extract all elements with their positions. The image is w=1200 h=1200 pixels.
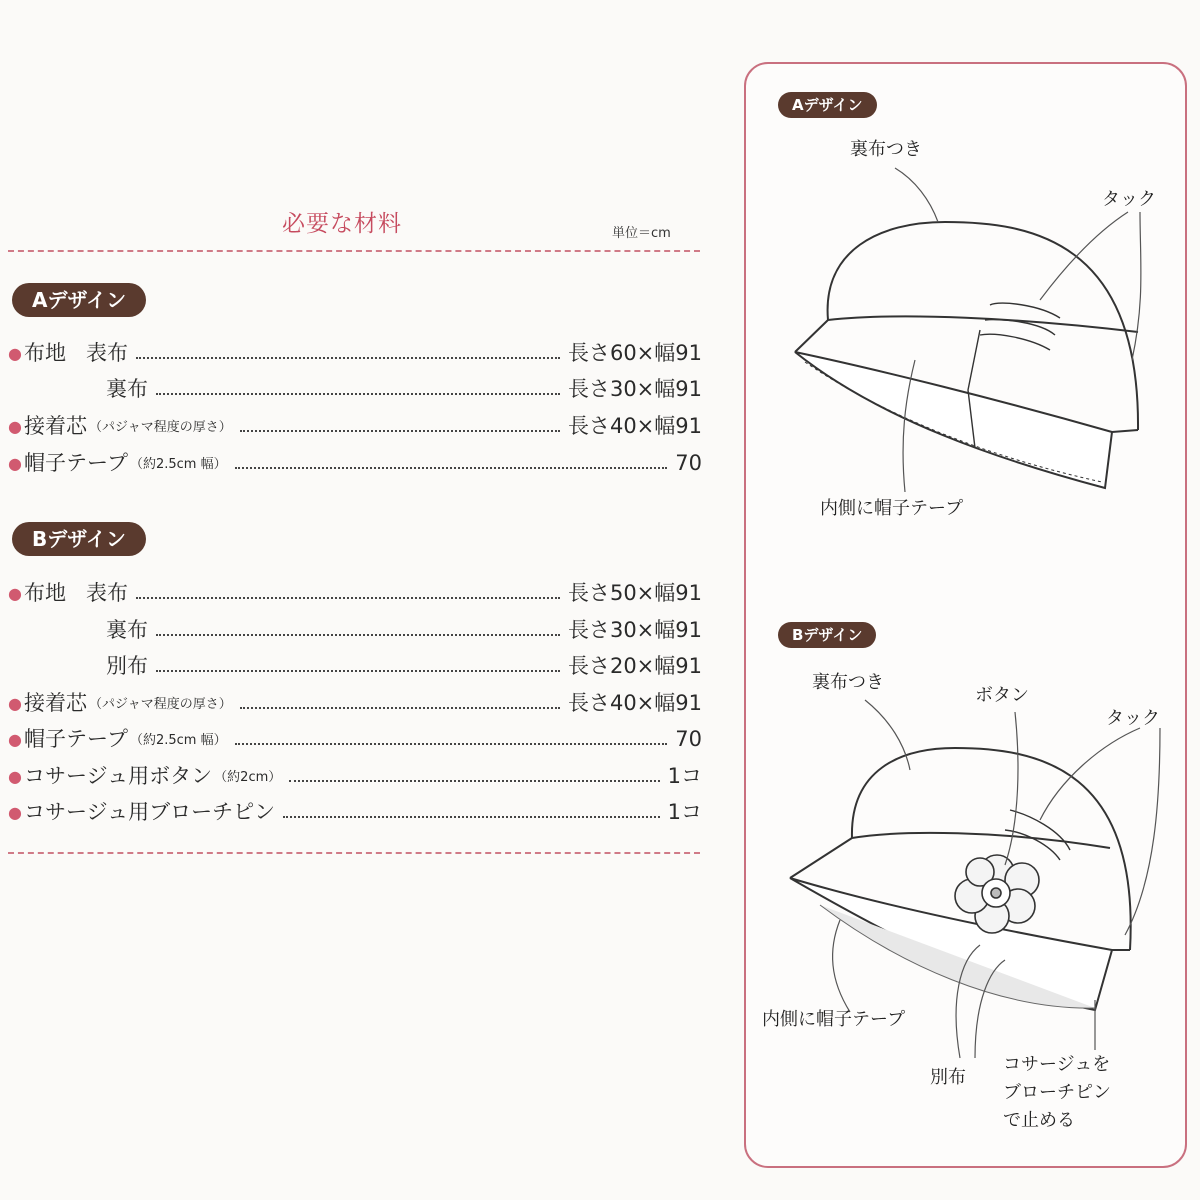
material-amount: 1コ [667, 800, 702, 824]
material-name: コサージュ用ボタン [24, 764, 213, 788]
bullet-icon: ● [8, 694, 22, 713]
material-note: （約2cm） [214, 770, 282, 785]
panel-b-badge: Bデザイン [778, 622, 876, 648]
label-corsage-line2: ブローチピン [1003, 1082, 1111, 1103]
material-category: 布地 [24, 581, 66, 605]
hat-a-drawing [795, 222, 1138, 488]
design-b-badge: Bデザイン [12, 522, 146, 556]
material-amount: 長さ30×幅91 [567, 618, 702, 642]
label-other-fabric-b: 別布 [930, 1067, 966, 1088]
material-amount: 長さ30×幅91 [567, 377, 702, 401]
material-name: 帽子テープ [24, 451, 128, 475]
material-name: 裏布 [106, 377, 148, 401]
material-amount: 1コ [667, 764, 702, 788]
unit-label: 単位＝cm [612, 226, 671, 241]
label-lining-a: 裏布つき [850, 139, 922, 160]
design-a-badge: Aデザイン [12, 283, 146, 317]
bullet-icon: ● [8, 454, 22, 473]
material-name: 表布 [86, 341, 128, 365]
material-amount: 70 [675, 451, 702, 475]
material-name: 別布 [106, 654, 148, 678]
material-amount: 長さ60×幅91 [567, 341, 702, 365]
material-name: 接着芯 [24, 691, 87, 715]
bullet-icon: ● [8, 803, 22, 822]
material-name: 接着芯 [24, 414, 87, 438]
label-corsage-line3: で止める [1003, 1110, 1075, 1131]
label-tuck-a: タック [1102, 189, 1156, 210]
material-name: 裏布 [106, 618, 148, 642]
bullet-icon: ● [8, 344, 22, 363]
bullet-icon: ● [8, 730, 22, 749]
materials-title: 必要な材料 [282, 211, 402, 237]
bullet-icon: ● [8, 417, 22, 436]
material-name: 表布 [86, 581, 128, 605]
label-tuck-b: タック [1106, 708, 1160, 729]
material-note: （パジャマ程度の厚さ） [89, 420, 232, 435]
material-category: 布地 [24, 341, 66, 365]
bullet-icon: ● [8, 767, 22, 786]
bullet-icon: ● [8, 584, 22, 603]
material-amount: 長さ20×幅91 [567, 654, 702, 678]
label-lining-b: 裏布つき [812, 672, 884, 693]
material-name: コサージュ用ブローチピン [24, 800, 276, 824]
label-tape-a: 内側に帽子テープ [820, 498, 964, 519]
material-note: （約2.5cm 幅） [129, 733, 227, 748]
label-button-b: ボタン [975, 685, 1029, 706]
material-note: （パジャマ程度の厚さ） [89, 697, 232, 712]
material-amount: 70 [675, 727, 702, 751]
material-amount: 長さ40×幅91 [567, 691, 702, 715]
label-corsage-line1: コサージュを [1003, 1054, 1111, 1075]
material-amount: 長さ40×幅91 [567, 414, 702, 438]
label-tape-b: 内側に帽子テープ [762, 1009, 906, 1030]
material-note: （約2.5cm 幅） [129, 457, 227, 472]
hat-b-drawing [790, 748, 1131, 1010]
panel-a-badge: Aデザイン [778, 92, 877, 118]
material-amount: 長さ50×幅91 [567, 581, 702, 605]
material-name: 帽子テープ [24, 727, 128, 751]
